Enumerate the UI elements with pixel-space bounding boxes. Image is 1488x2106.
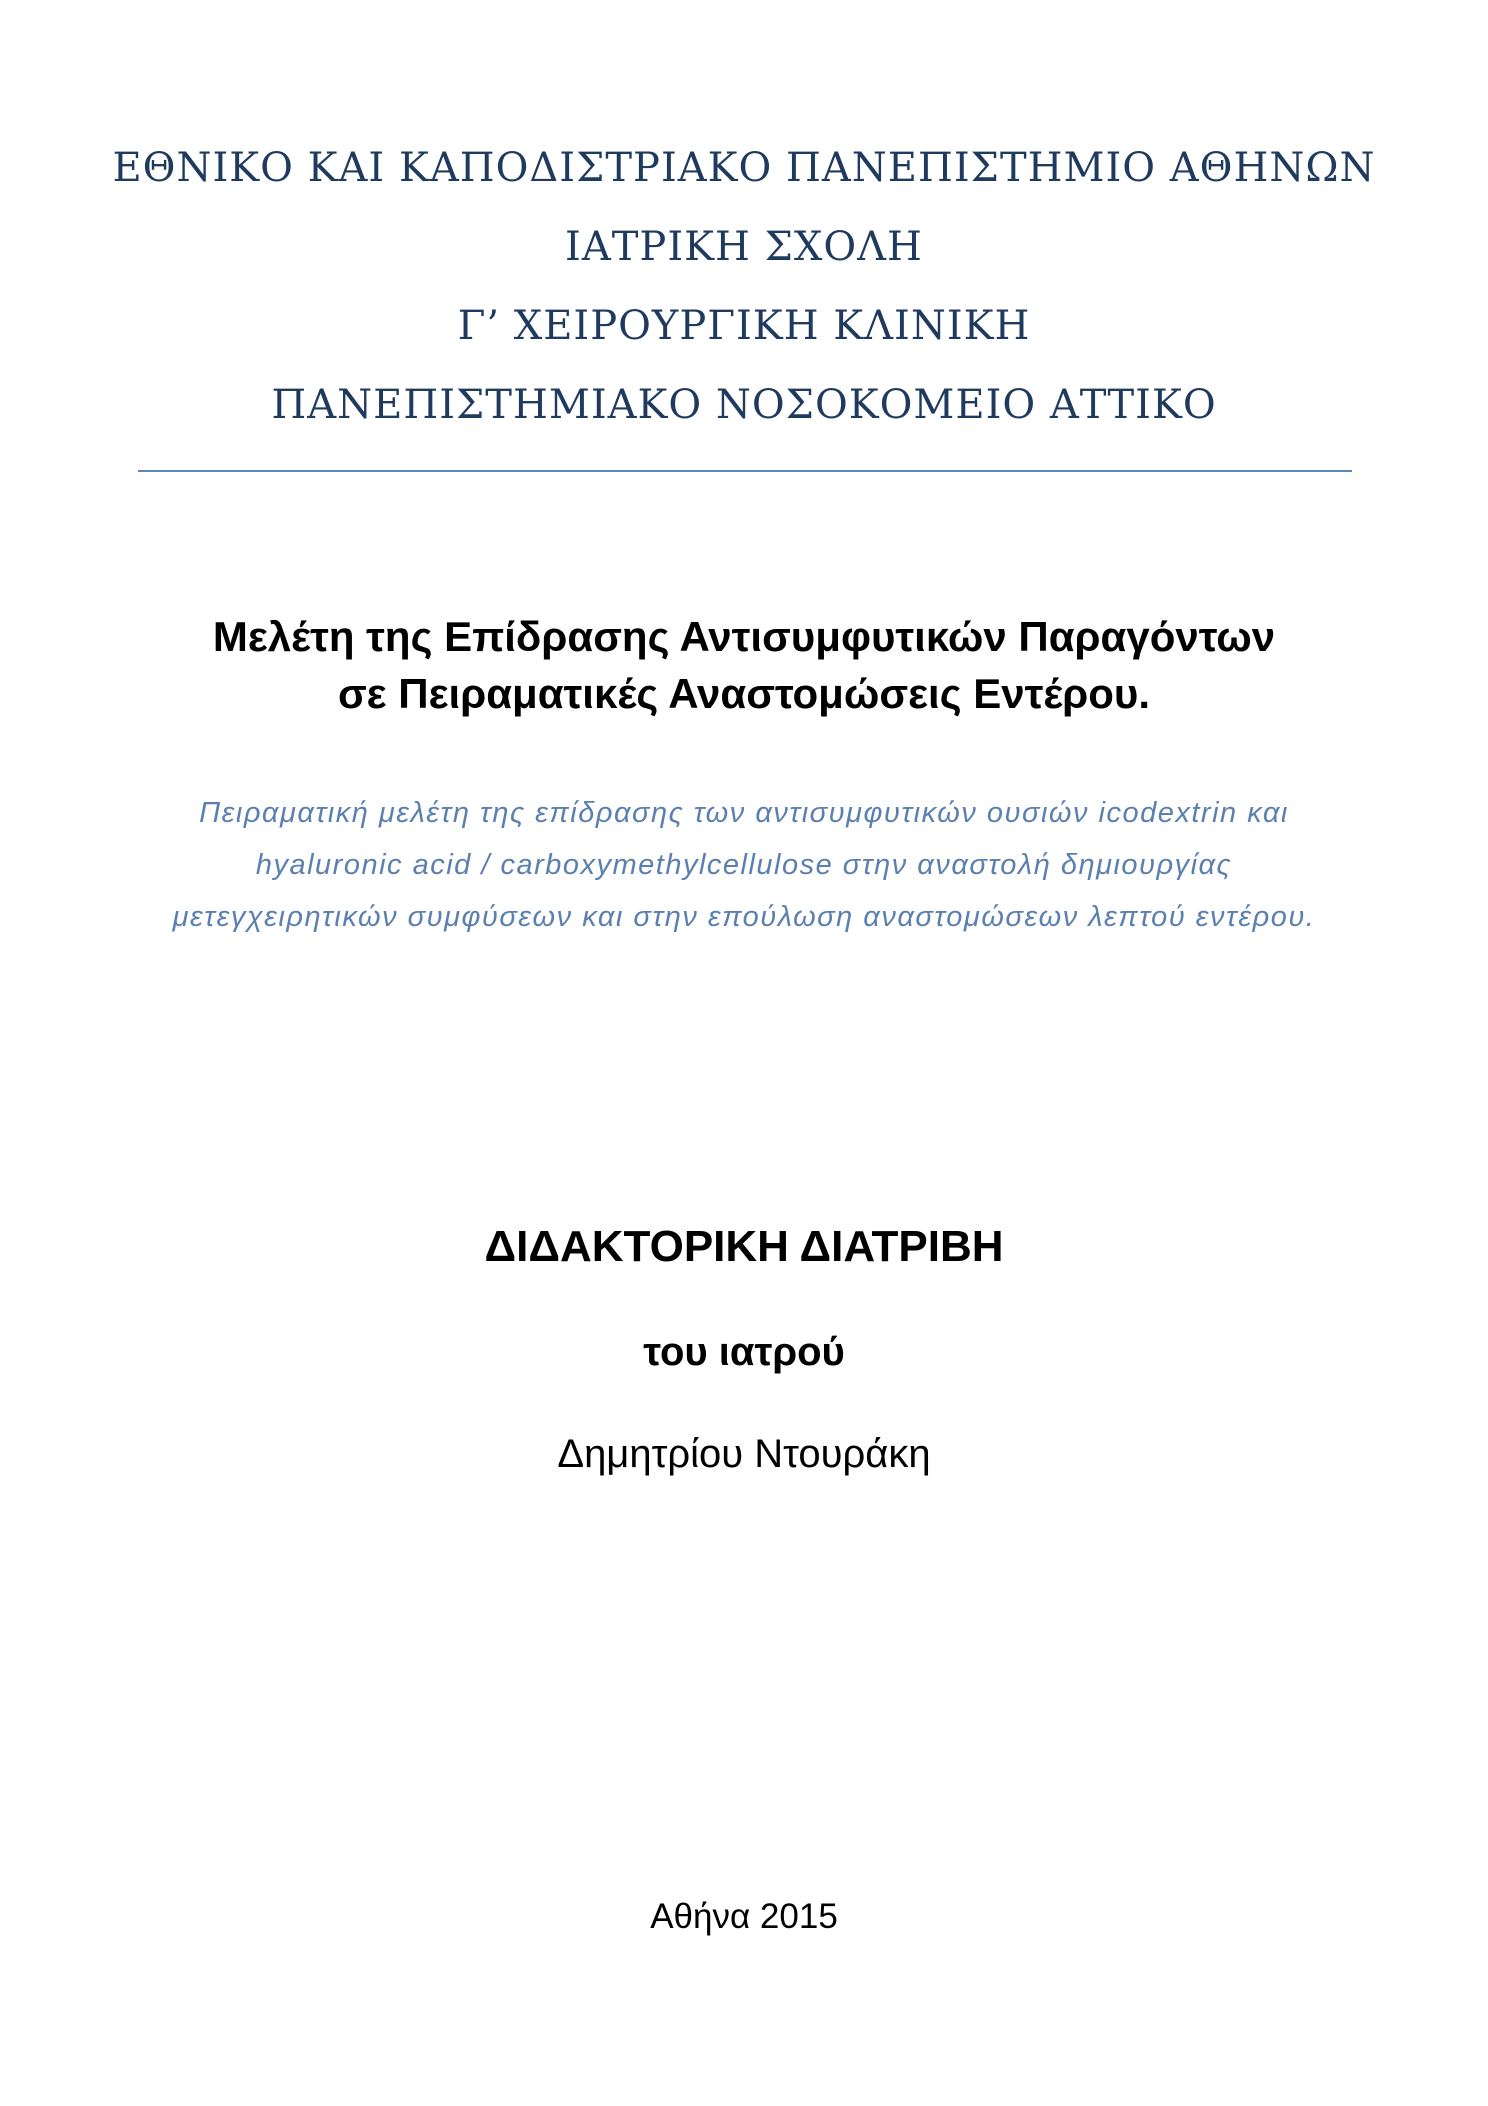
author-prefix: του ιατρού: [643, 1330, 845, 1374]
thesis-title-line-2: σε Πειραματικές Αναστομώσεις Εντέρου.: [337, 670, 1151, 717]
author-name: Δημητρίου Ντουράκη: [557, 1432, 931, 1476]
clinic-name: Γ’ ΧΕΙΡΟΥΡΓΙΚΗ ΚΛΙΝΙΚΗ: [457, 303, 1031, 349]
thesis-subtitle-line-1: Πειραματική μελέτη της επίδρασης των αντισυμφυτικών ουσιών icodextrin και: [199, 797, 1289, 829]
place-and-year: Αθήνα 2015: [650, 1897, 838, 1936]
school-name: ΙΑΤΡΙΚΗ ΣΧΟΛΗ: [565, 224, 923, 270]
university-name: ΕΘΝΙΚΟ ΚΑΙ ΚΑΠΟΔΙΣΤΡΙΑΚΟ ΠΑΝΕΠΙΣΤΗΜΙΟ ΑΘΗΝΩΝ: [112, 145, 1376, 191]
thesis-title-line-1: Μελέτη της Επίδρασης Αντισυμφυτικών Παραγόντων: [212, 613, 1276, 660]
thesis-subtitle-line-3: μετεγχειρητικών συμφύσεων και στην επούλωση αναστομώσεων λεπτού εντέρου.: [172, 901, 1316, 933]
thesis-subtitle-line-2: hyaluronic acid / carboxymethylcellulose στην αναστολή δημιουργίας: [255, 849, 1233, 881]
thesis-type: ΔΙΔΑΚΤΟΡΙΚΗ ΔΙΑΤΡΙΒΗ: [484, 1222, 1004, 1271]
hospital-name: ΠΑΝΕΠΙΣΤΗΜΙΑΚΟ ΝΟΣΟΚΟΜΕΙΟ ΑΤΤΙΚΟ: [271, 382, 1217, 428]
header-divider: [138, 470, 1352, 472]
